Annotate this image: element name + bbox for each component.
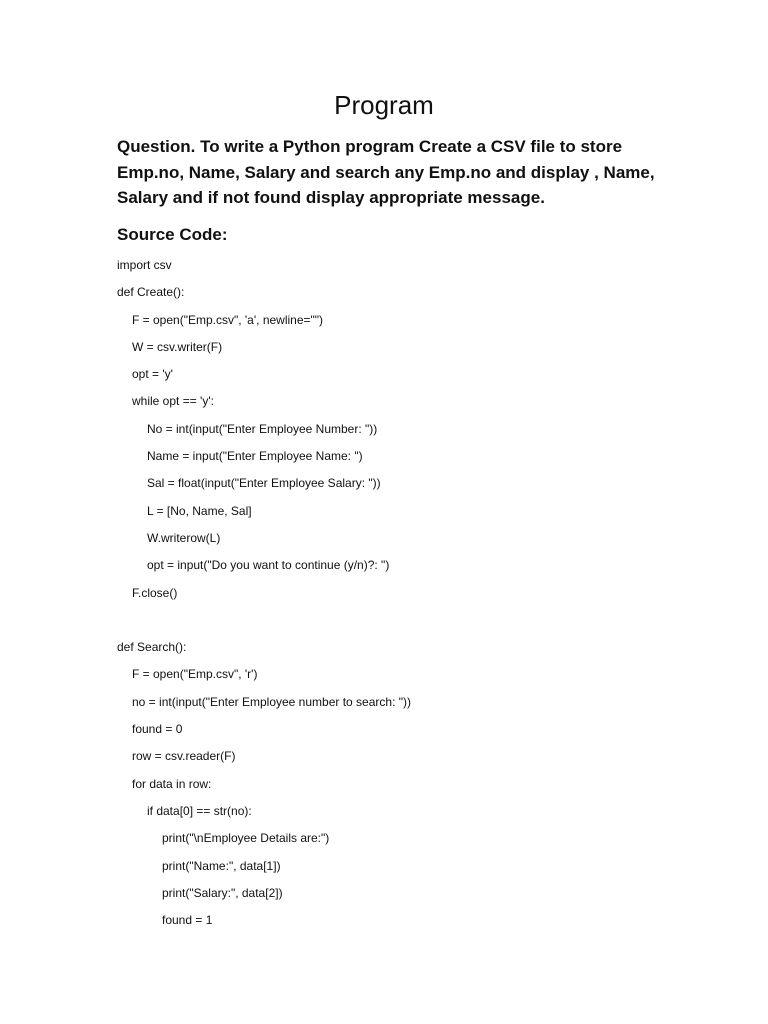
code-line: def Create(): [117,285,185,300]
code-line: print("Name:", data[1]) [162,858,281,873]
question-text: Question. To write a Python program Create a CSV file to store Emp.no, Name, Salary and search any Emp.no and display , Name, Salary and if not found display appropriate message. [117,137,655,207]
code-line: def Search(): [117,640,187,655]
code-line: if data[0] == str(no): [147,803,252,818]
code-line: print("\nEmployee Details are:") [162,831,330,846]
code-line: opt = 'y' [132,367,173,382]
code-line: while opt == 'y': [132,394,214,409]
code-line: found = 1 [162,913,213,928]
code-line: F = open("Emp.csv", 'a', newline="") [132,312,324,327]
code-line: import csv [117,258,172,272]
code-line: opt = input("Do you want to continue (y/n)?: ") [147,558,390,573]
code-line: Name = input("Enter Employee Name: ") [147,449,363,464]
code-line: Sal = float(input("Enter Employee Salary: ")) [147,476,381,491]
code-line: row = csv.reader(F) [132,749,236,764]
code-line: L = [No, Name, Sal] [147,503,252,518]
code-line: for data in row: [132,776,212,791]
source-code-block [117,252,717,934]
code-line [117,607,717,634]
page-title: Program [334,90,434,120]
code-line: print("Salary:", data[2]) [162,885,283,900]
code-line: no = int(input("Enter Employee number to search: ")) [132,694,411,709]
code-line: found = 0 [132,722,183,737]
code-line: W = csv.writer(F) [132,339,223,354]
code-line: W.writerow(L) [147,530,221,545]
source-code-heading: Source Code: [117,225,228,244]
code-line: F = open("Emp.csv", 'r') [132,667,258,682]
code-line: F.close() [132,585,178,600]
code-line: No = int(input("Enter Employee Number: ")) [147,421,378,436]
